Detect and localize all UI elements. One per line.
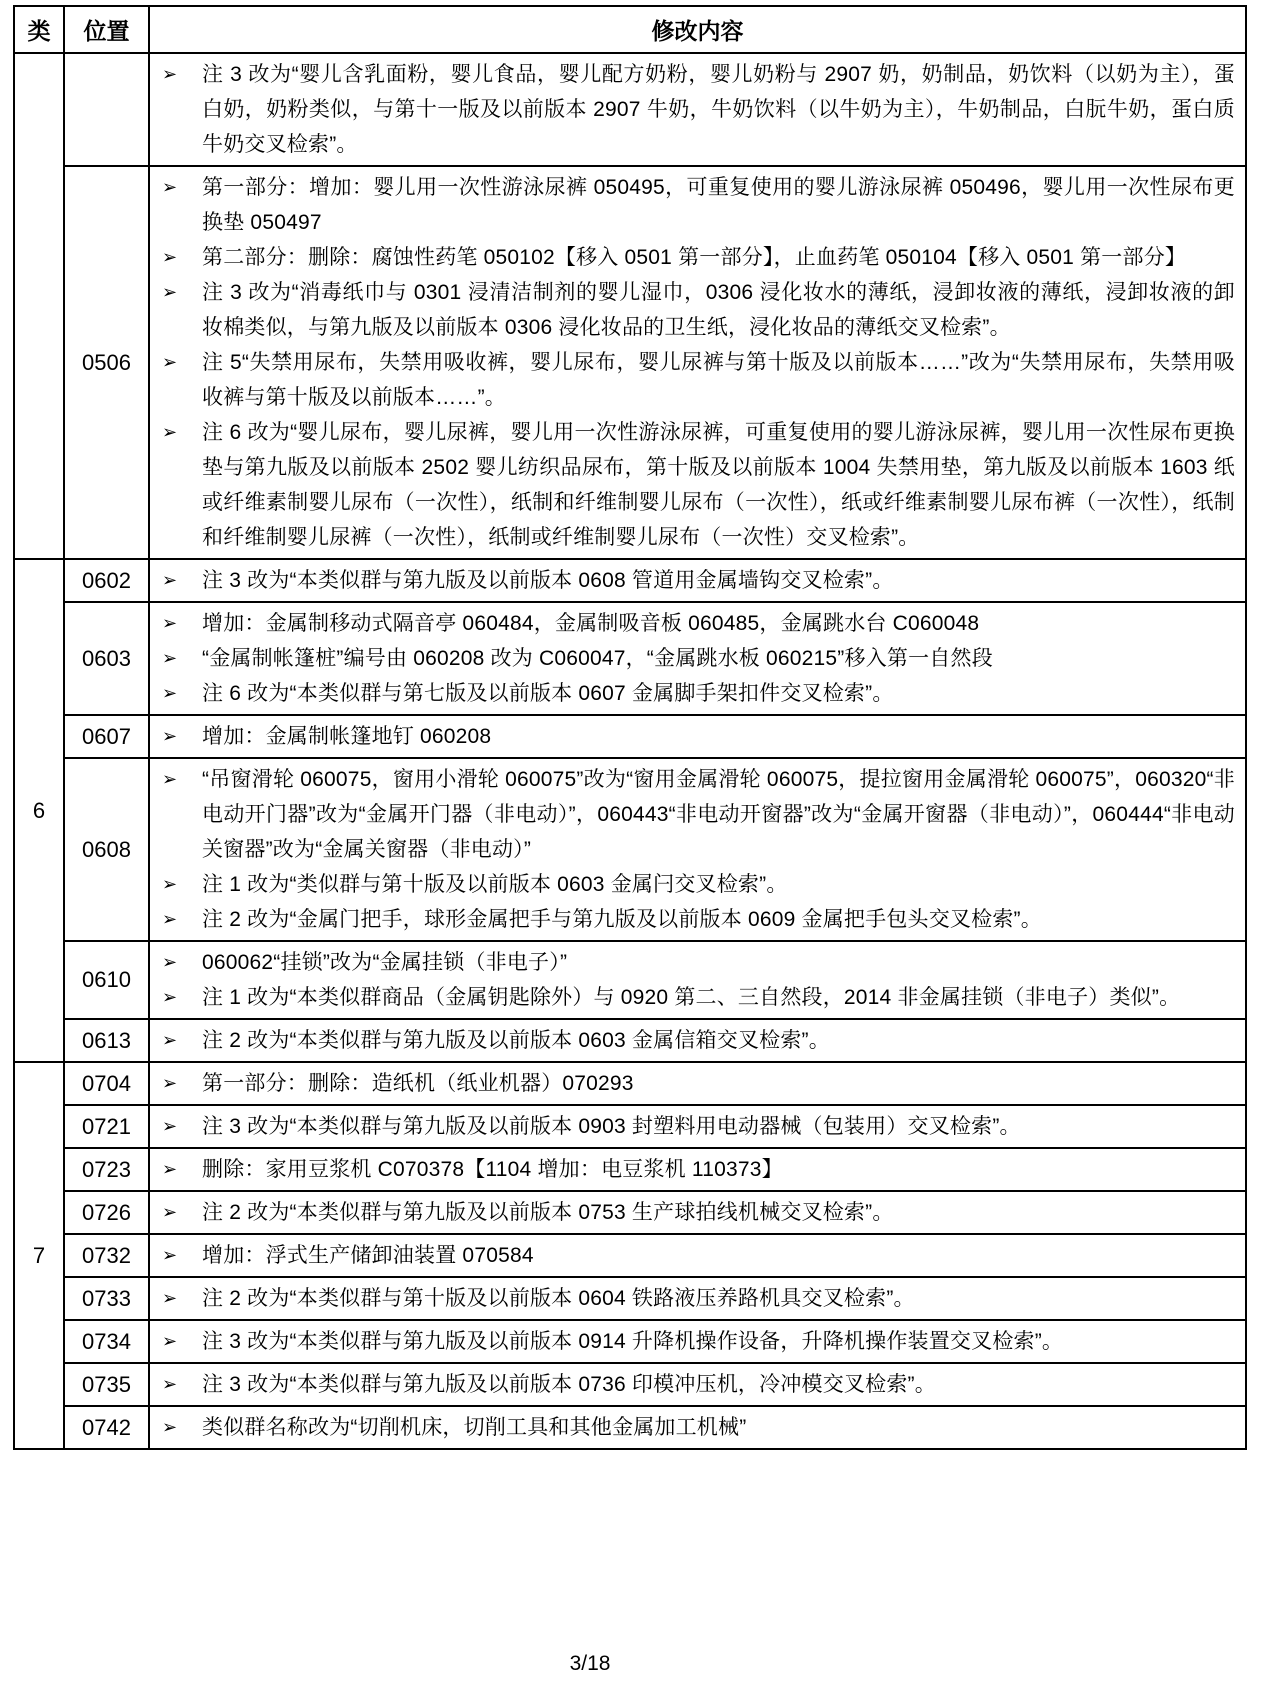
arrow-bullet-icon: ➢ bbox=[162, 909, 178, 929]
modification-text: 类似群名称改为“切削机床，切削工具和其他金属加工机械” bbox=[202, 1416, 747, 1439]
bullet-item bbox=[162, 945, 1235, 980]
bullet-item bbox=[162, 1238, 1235, 1273]
modification-text: 060062“挂锁”改为“金属挂锁（非电子）” bbox=[202, 951, 568, 974]
position-cell: 0734 bbox=[64, 1320, 149, 1363]
arrow-bullet-icon: ➢ bbox=[162, 1331, 178, 1351]
table-row bbox=[14, 1148, 1246, 1191]
arrow-bullet-icon: ➢ bbox=[162, 64, 178, 84]
modification-text: 注 1 改为“本类似群商品（金属钥匙除外）与 0920 第二、三自然段，2014 非金属挂锁（非电子）类似”。 bbox=[202, 986, 1181, 1009]
content-cell bbox=[149, 715, 1246, 758]
arrow-bullet-icon: ➢ bbox=[162, 683, 178, 703]
arrow-bullet-icon: ➢ bbox=[162, 247, 178, 267]
class-cell bbox=[14, 53, 64, 559]
table-row bbox=[14, 1191, 1246, 1234]
content-cell bbox=[149, 602, 1246, 715]
header-cell-position: 位置 bbox=[64, 6, 149, 53]
position-cell: 0721 bbox=[64, 1105, 149, 1148]
arrow-bullet-icon: ➢ bbox=[162, 1159, 178, 1179]
bullet-item bbox=[162, 1109, 1235, 1144]
table-row bbox=[14, 941, 1246, 1019]
position-cell: 0613 bbox=[64, 1019, 149, 1062]
table-header-row bbox=[14, 6, 1246, 53]
class-cell: 7 bbox=[14, 1062, 64, 1449]
bullet-item bbox=[162, 867, 1235, 902]
modification-text: “金属制帐篷桩”编号由 060208 改为 C060047，“金属跳水板 060215”移入第一自然段 bbox=[202, 647, 993, 670]
arrow-bullet-icon: ➢ bbox=[162, 1245, 178, 1265]
table-row bbox=[14, 1062, 1246, 1105]
bullet-item bbox=[162, 1410, 1235, 1445]
modification-text: 第二部分：删除：腐蚀性药笔 050102【移入 0501 第一部分】，止血药笔 050104【移入 0501 第一部分】 bbox=[202, 246, 1187, 269]
content-cell bbox=[149, 1105, 1246, 1148]
modification-text: 注 1 改为“类似群与第十版及以前版本 0603 金属闩交叉检索”。 bbox=[202, 873, 788, 896]
modification-text: 注 3 改为“婴儿含乳面粉，婴儿食品，婴儿配方奶粉，婴儿奶粉与 2907 奶，奶制品，奶饮料（以奶为主），蛋白奶，奶粉类似，与第十一版及以前版本 2907 牛奶，牛奶饮料（以牛奶为主），牛奶制品，白朊牛奶，蛋白质牛奶交叉检索”。 bbox=[202, 63, 1235, 156]
arrow-bullet-icon: ➢ bbox=[162, 1073, 178, 1093]
bullet-item bbox=[162, 57, 1235, 162]
content-cell bbox=[149, 1191, 1246, 1234]
content-cell bbox=[149, 1019, 1246, 1062]
table-row bbox=[14, 1277, 1246, 1320]
table-row bbox=[14, 1019, 1246, 1062]
modification-text: 增加：金属制帐篷地钉 060208 bbox=[202, 725, 492, 748]
content-cell bbox=[149, 1234, 1246, 1277]
modification-text: “吊窗滑轮 060075，窗用小滑轮 060075”改为“窗用金属滑轮 060075，提拉窗用金属滑轮 060075”，060320“非电动开门器”改为“金属开门器（非电动）”，060443“非电动开窗器”改为“金属开窗器（非电动）”，060444“非电动关窗器”改为“金属关窗器（非电动）” bbox=[202, 768, 1235, 861]
table-row bbox=[14, 758, 1246, 941]
modification-text: 注 3 改为“消毒纸巾与 0301 浸清洁制剂的婴儿湿巾，0306 浸化妆水的薄纸，浸卸妆液的薄纸，浸卸妆液的卸妆棉类似，与第九版及以前版本 0306 浸化妆品的卫生纸，浸化妆品的薄纸交叉检索”。 bbox=[202, 281, 1235, 339]
position-cell: 0723 bbox=[64, 1148, 149, 1191]
bullet-item bbox=[162, 606, 1235, 641]
modification-text: 注 2 改为“金属门把手，球形金属把手与第九版及以前版本 0609 金属把手包头交叉检索”。 bbox=[202, 908, 1042, 931]
arrow-bullet-icon: ➢ bbox=[162, 952, 178, 972]
position-cell: 0506 bbox=[64, 166, 149, 559]
bullet-item bbox=[162, 1367, 1235, 1402]
table-row bbox=[14, 1406, 1246, 1449]
modification-text: 第一部分：删除：造纸机（纸业机器）070293 bbox=[202, 1072, 634, 1095]
modification-text: 注 3 改为“本类似群与第九版及以前版本 0736 印模冲压机，冷冲模交叉检索”。 bbox=[202, 1373, 936, 1396]
arrow-bullet-icon: ➢ bbox=[162, 1374, 178, 1394]
table-row bbox=[14, 715, 1246, 758]
position-cell: 0742 bbox=[64, 1406, 149, 1449]
arrow-bullet-icon: ➢ bbox=[162, 1202, 178, 1222]
bullet-item bbox=[162, 902, 1235, 937]
modification-table bbox=[13, 5, 1247, 1450]
content-cell bbox=[149, 1277, 1246, 1320]
position-cell: 0603 bbox=[64, 602, 149, 715]
position-cell bbox=[64, 53, 149, 166]
bullet-item bbox=[162, 762, 1235, 867]
position-cell: 0704 bbox=[64, 1062, 149, 1105]
arrow-bullet-icon: ➢ bbox=[162, 769, 178, 789]
position-cell: 0732 bbox=[64, 1234, 149, 1277]
position-cell: 0733 bbox=[64, 1277, 149, 1320]
modification-text: 注 6 改为“婴儿尿布，婴儿尿裤，婴儿用一次性游泳尿裤，可重复使用的婴儿游泳尿裤，婴儿用一次性尿布更换垫与第九版及以前版本 2502 婴儿纺织品尿布，第十版及以前版本 1004 失禁用垫，第九版及以前版本 1603 纸或纤维素制婴儿尿布（一次性），纸制和纤维制婴儿尿布（一次性），纸或纤维素制婴儿尿布裤（一次性），纸制和纤维制婴儿尿裤（一次性），纸制或纤维制婴儿尿布（一次性）交叉检索”。 bbox=[202, 421, 1235, 549]
arrow-bullet-icon: ➢ bbox=[162, 987, 178, 1007]
arrow-bullet-icon: ➢ bbox=[162, 1030, 178, 1050]
table-body bbox=[14, 53, 1246, 1449]
arrow-bullet-icon: ➢ bbox=[162, 570, 178, 590]
bullet-item bbox=[162, 345, 1235, 415]
content-cell bbox=[149, 1363, 1246, 1406]
content-cell bbox=[149, 758, 1246, 941]
position-cell: 0610 bbox=[64, 941, 149, 1019]
bullet-item bbox=[162, 1324, 1235, 1359]
modification-text: 注 2 改为“本类似群与第九版及以前版本 0753 生产球拍线机械交叉检索”。 bbox=[202, 1201, 894, 1224]
header-cell-content: 修改内容 bbox=[149, 6, 1246, 53]
bullet-item bbox=[162, 980, 1235, 1015]
arrow-bullet-icon: ➢ bbox=[162, 726, 178, 746]
arrow-bullet-icon: ➢ bbox=[162, 648, 178, 668]
modification-text: 注 2 改为“本类似群与第九版及以前版本 0603 金属信箱交叉检索”。 bbox=[202, 1029, 830, 1052]
bullet-item bbox=[162, 563, 1235, 598]
page-number: 3/18 bbox=[569, 1652, 611, 1675]
modification-text: 注 6 改为“本类似群与第七版及以前版本 0607 金属脚手架扣件交叉检索”。 bbox=[202, 682, 894, 705]
arrow-bullet-icon: ➢ bbox=[162, 1288, 178, 1308]
position-cell: 0607 bbox=[64, 715, 149, 758]
modification-text: 注 2 改为“本类似群与第十版及以前版本 0604 铁路液压养路机具交叉检索”。 bbox=[202, 1287, 915, 1310]
position-cell: 0602 bbox=[64, 559, 149, 602]
position-cell: 0726 bbox=[64, 1191, 149, 1234]
arrow-bullet-icon: ➢ bbox=[162, 613, 178, 633]
bullet-item bbox=[162, 170, 1235, 240]
position-cell: 0735 bbox=[64, 1363, 149, 1406]
modification-text: 注 3 改为“本类似群与第九版及以前版本 0903 封塑料用电动器械（包装用）交叉检索”。 bbox=[202, 1115, 1021, 1138]
arrow-bullet-icon: ➢ bbox=[162, 352, 178, 372]
bullet-item bbox=[162, 719, 1235, 754]
content-cell bbox=[149, 53, 1246, 166]
modification-text: 第一部分：增加：婴儿用一次性游泳尿裤 050495，可重复使用的婴儿游泳尿裤 050496，婴儿用一次性尿布更换垫 050497 bbox=[202, 176, 1235, 234]
bullet-item bbox=[162, 1195, 1235, 1230]
bullet-item bbox=[162, 1152, 1235, 1187]
arrow-bullet-icon: ➢ bbox=[162, 422, 178, 442]
table-row bbox=[14, 559, 1246, 602]
table-row bbox=[14, 1105, 1246, 1148]
table-row bbox=[14, 1363, 1246, 1406]
content-cell bbox=[149, 941, 1246, 1019]
bullet-item bbox=[162, 1023, 1235, 1058]
arrow-bullet-icon: ➢ bbox=[162, 1116, 178, 1136]
table-row bbox=[14, 1320, 1246, 1363]
bullet-item bbox=[162, 1281, 1235, 1316]
content-cell bbox=[149, 1062, 1246, 1105]
arrow-bullet-icon: ➢ bbox=[162, 177, 178, 197]
content-cell bbox=[149, 559, 1246, 602]
bullet-item bbox=[162, 1066, 1235, 1101]
table-row bbox=[14, 1234, 1246, 1277]
modification-text: 注 5“失禁用尿布，失禁用吸收裤，婴儿尿布，婴儿尿裤与第十版及以前版本……”改为“失禁用尿布，失禁用吸收裤与第十版及以前版本……”。 bbox=[202, 351, 1235, 409]
bullet-item bbox=[162, 641, 1235, 676]
content-cell bbox=[149, 166, 1246, 559]
table-row bbox=[14, 53, 1246, 166]
bullet-item bbox=[162, 275, 1235, 345]
table-row bbox=[14, 602, 1246, 715]
content-cell bbox=[149, 1406, 1246, 1449]
position-cell: 0608 bbox=[64, 758, 149, 941]
modification-text: 注 3 改为“本类似群与第九版及以前版本 0914 升降机操作设备，升降机操作装置交叉检索”。 bbox=[202, 1330, 1064, 1353]
modification-text: 增加：金属制移动式隔音亭 060484，金属制吸音板 060485，金属跳水台 C060048 bbox=[202, 612, 980, 635]
arrow-bullet-icon: ➢ bbox=[162, 1417, 178, 1437]
header-cell-class: 类 bbox=[14, 6, 64, 53]
bullet-item bbox=[162, 676, 1235, 711]
modification-text: 增加：浮式生产储卸油装置 070584 bbox=[202, 1244, 534, 1267]
content-cell bbox=[149, 1148, 1246, 1191]
class-cell: 6 bbox=[14, 559, 64, 1062]
arrow-bullet-icon: ➢ bbox=[162, 282, 178, 302]
table-row bbox=[14, 166, 1246, 559]
content-cell bbox=[149, 1320, 1246, 1363]
modification-text: 删除：家用豆浆机 C070378【1104 增加：电豆浆机 110373】 bbox=[202, 1158, 783, 1181]
bullet-item bbox=[162, 415, 1235, 555]
bullet-item bbox=[162, 240, 1235, 275]
modification-text: 注 3 改为“本类似群与第九版及以前版本 0608 管道用金属墙钩交叉检索”。 bbox=[202, 569, 894, 592]
arrow-bullet-icon: ➢ bbox=[162, 874, 178, 894]
